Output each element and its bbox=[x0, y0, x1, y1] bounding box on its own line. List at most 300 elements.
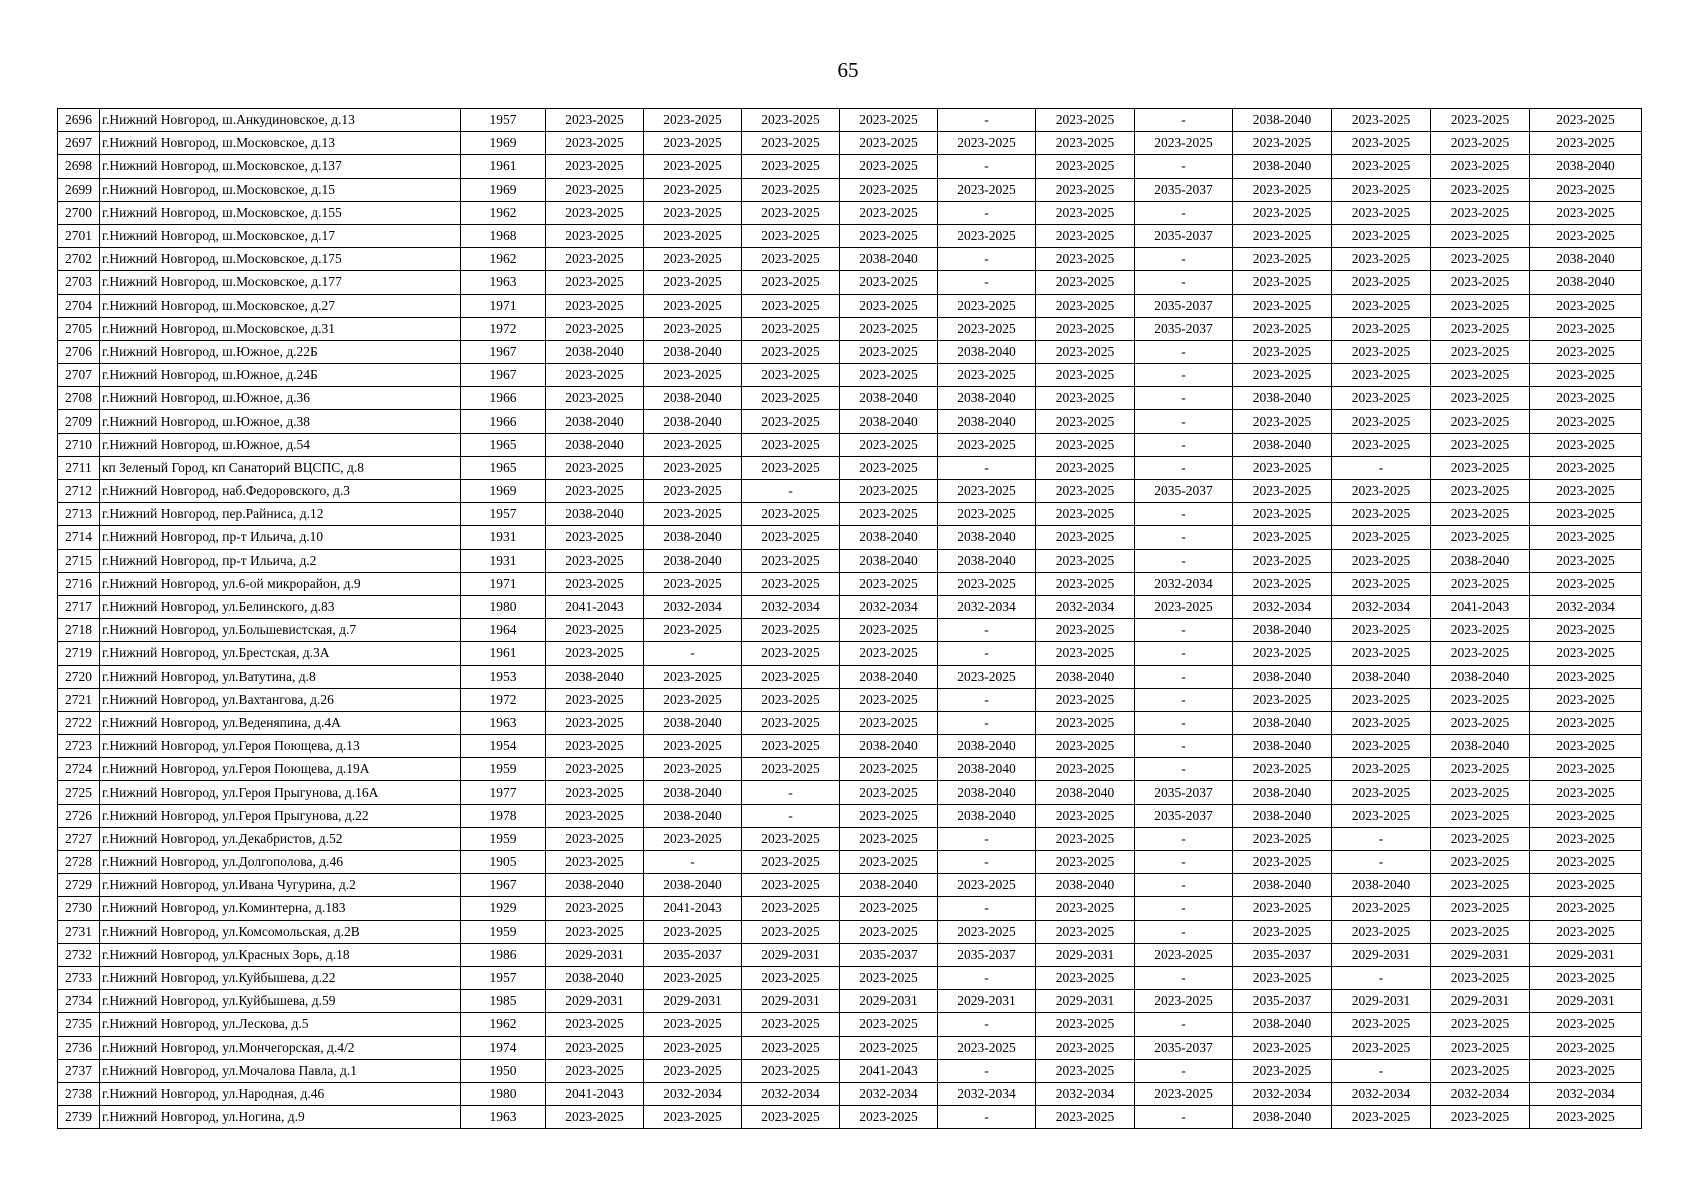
work-period-cell-2: 2023-2025 bbox=[644, 1036, 742, 1059]
work-period-cell-4: 2023-2025 bbox=[840, 804, 938, 827]
work-period-cell-9: 2023-2025 bbox=[1332, 758, 1431, 781]
work-period-cell-8: 2023-2025 bbox=[1233, 851, 1332, 874]
work-period-cell-5: 2038-2040 bbox=[938, 549, 1036, 572]
work-period-cell-11: 2023-2025 bbox=[1530, 619, 1642, 642]
work-period-cell-6: 2029-2031 bbox=[1036, 990, 1135, 1013]
work-period-cell-10: 2023-2025 bbox=[1431, 897, 1530, 920]
work-period-cell-8: 2023-2025 bbox=[1233, 920, 1332, 943]
address-cell: г.Нижний Новгород, ул.Веденяпина, д.4А bbox=[100, 711, 461, 734]
work-period-cell-2: 2023-2025 bbox=[644, 178, 742, 201]
address-cell: г.Нижний Новгород, ш.Южное, д.54 bbox=[100, 433, 461, 456]
table-row bbox=[58, 480, 1642, 503]
address-cell: г.Нижний Новгород, ш.Московское, д.177 bbox=[100, 271, 461, 294]
work-period-cell-9: 2032-2034 bbox=[1332, 595, 1431, 618]
table-row bbox=[58, 364, 1642, 387]
work-period-cell-4: 2029-2031 bbox=[840, 990, 938, 1013]
work-period-cell-8: 2023-2025 bbox=[1233, 178, 1332, 201]
work-period-cell-11: 2023-2025 bbox=[1530, 781, 1642, 804]
work-period-cell-9: 2023-2025 bbox=[1332, 109, 1431, 132]
work-period-cell-4: 2038-2040 bbox=[840, 665, 938, 688]
work-period-cell-2: 2023-2025 bbox=[644, 109, 742, 132]
address-cell: г.Нижний Новгород, ул.Комсомольская, д.2В bbox=[100, 920, 461, 943]
work-period-cell-3: - bbox=[742, 804, 840, 827]
work-period-cell-2: 2023-2025 bbox=[644, 456, 742, 479]
work-period-cell-6: 2023-2025 bbox=[1036, 549, 1135, 572]
work-period-cell-4: 2023-2025 bbox=[840, 781, 938, 804]
year-built-cell: 1972 bbox=[461, 688, 546, 711]
year-built-cell: 1980 bbox=[461, 1082, 546, 1105]
table-row bbox=[58, 294, 1642, 317]
work-period-cell-9: 2023-2025 bbox=[1332, 642, 1431, 665]
work-period-cell-1: 2023-2025 bbox=[546, 109, 644, 132]
row-number-cell: 2707 bbox=[58, 364, 100, 387]
work-period-cell-2: 2023-2025 bbox=[644, 364, 742, 387]
work-period-cell-1: 2023-2025 bbox=[546, 1106, 644, 1129]
work-period-cell-11: 2023-2025 bbox=[1530, 851, 1642, 874]
work-period-cell-10: 2023-2025 bbox=[1431, 851, 1530, 874]
work-period-cell-4: 2023-2025 bbox=[840, 224, 938, 247]
work-period-cell-1: 2023-2025 bbox=[546, 132, 644, 155]
year-built-cell: 1905 bbox=[461, 851, 546, 874]
work-period-cell-2: 2023-2025 bbox=[644, 1106, 742, 1129]
work-period-cell-4: 2038-2040 bbox=[840, 735, 938, 758]
work-period-cell-11: 2023-2025 bbox=[1530, 340, 1642, 363]
address-cell: г.Нижний Новгород, ш.Московское, д.13 bbox=[100, 132, 461, 155]
year-built-cell: 1959 bbox=[461, 758, 546, 781]
work-period-cell-1: 2023-2025 bbox=[546, 178, 644, 201]
work-period-cell-11: 2023-2025 bbox=[1530, 433, 1642, 456]
work-period-cell-10: 2023-2025 bbox=[1431, 688, 1530, 711]
work-period-cell-4: 2023-2025 bbox=[840, 1036, 938, 1059]
work-period-cell-7: - bbox=[1135, 456, 1233, 479]
work-period-cell-6: 2023-2025 bbox=[1036, 224, 1135, 247]
table-row bbox=[58, 178, 1642, 201]
work-period-cell-4: 2023-2025 bbox=[840, 851, 938, 874]
work-period-cell-7: 2023-2025 bbox=[1135, 595, 1233, 618]
row-number-cell: 2729 bbox=[58, 874, 100, 897]
table-row bbox=[58, 920, 1642, 943]
work-period-cell-5: 2023-2025 bbox=[938, 178, 1036, 201]
work-period-cell-11: 2023-2025 bbox=[1530, 711, 1642, 734]
row-number-cell: 2701 bbox=[58, 224, 100, 247]
table-row bbox=[58, 271, 1642, 294]
work-period-cell-6: 2023-2025 bbox=[1036, 827, 1135, 850]
work-period-cell-2: 2023-2025 bbox=[644, 665, 742, 688]
work-period-cell-11: 2023-2025 bbox=[1530, 1106, 1642, 1129]
table-row bbox=[58, 804, 1642, 827]
year-built-cell: 1966 bbox=[461, 410, 546, 433]
work-period-cell-3: 2023-2025 bbox=[742, 526, 840, 549]
work-period-cell-5: 2038-2040 bbox=[938, 340, 1036, 363]
work-period-cell-11: 2038-2040 bbox=[1530, 271, 1642, 294]
work-period-cell-2: 2023-2025 bbox=[644, 201, 742, 224]
work-period-cell-11: 2023-2025 bbox=[1530, 665, 1642, 688]
work-period-cell-11: 2023-2025 bbox=[1530, 804, 1642, 827]
page-number: 65 bbox=[837, 58, 859, 82]
work-period-cell-11: 2023-2025 bbox=[1530, 1059, 1642, 1082]
address-cell: г.Нижний Новгород, ул.Долгополова, д.46 bbox=[100, 851, 461, 874]
row-number-cell: 2700 bbox=[58, 201, 100, 224]
work-period-cell-3: 2023-2025 bbox=[742, 201, 840, 224]
work-period-cell-4: 2023-2025 bbox=[840, 619, 938, 642]
work-period-cell-4: 2023-2025 bbox=[840, 897, 938, 920]
table-row bbox=[58, 549, 1642, 572]
row-number-cell: 2702 bbox=[58, 248, 100, 271]
table-row bbox=[58, 155, 1642, 178]
work-period-cell-7: - bbox=[1135, 549, 1233, 572]
work-period-cell-9: - bbox=[1332, 851, 1431, 874]
work-period-cell-10: 2023-2025 bbox=[1431, 874, 1530, 897]
work-period-cell-8: 2023-2025 bbox=[1233, 1036, 1332, 1059]
work-period-cell-1: 2023-2025 bbox=[546, 758, 644, 781]
work-period-cell-8: 2038-2040 bbox=[1233, 735, 1332, 758]
work-period-cell-5: 2023-2025 bbox=[938, 132, 1036, 155]
address-cell: г.Нижний Новгород, ул.Ватутина, д.8 bbox=[100, 665, 461, 688]
address-cell: г.Нижний Новгород, ул.Героя Прыгунова, д.16А bbox=[100, 781, 461, 804]
work-period-cell-7: - bbox=[1135, 758, 1233, 781]
work-period-cell-2: 2032-2034 bbox=[644, 595, 742, 618]
work-period-cell-9: 2023-2025 bbox=[1332, 155, 1431, 178]
work-period-cell-11: 2023-2025 bbox=[1530, 224, 1642, 247]
work-period-cell-4: 2023-2025 bbox=[840, 572, 938, 595]
table-row bbox=[58, 619, 1642, 642]
table-row bbox=[58, 503, 1642, 526]
year-built-cell: 1931 bbox=[461, 526, 546, 549]
work-period-cell-3: 2023-2025 bbox=[742, 1059, 840, 1082]
work-period-cell-11: 2023-2025 bbox=[1530, 758, 1642, 781]
year-built-cell: 1963 bbox=[461, 1106, 546, 1129]
work-period-cell-1: 2029-2031 bbox=[546, 990, 644, 1013]
work-period-cell-8: 2023-2025 bbox=[1233, 827, 1332, 850]
work-period-cell-11: 2023-2025 bbox=[1530, 294, 1642, 317]
work-period-cell-4: 2023-2025 bbox=[840, 966, 938, 989]
address-cell: г.Нижний Новгород, ул.Народная, д.46 bbox=[100, 1082, 461, 1105]
work-period-cell-4: 2041-2043 bbox=[840, 1059, 938, 1082]
work-period-cell-8: 2023-2025 bbox=[1233, 340, 1332, 363]
work-period-cell-1: 2038-2040 bbox=[546, 966, 644, 989]
work-period-cell-11: 2023-2025 bbox=[1530, 897, 1642, 920]
work-period-cell-6: 2032-2034 bbox=[1036, 1082, 1135, 1105]
work-period-cell-6: 2023-2025 bbox=[1036, 433, 1135, 456]
table-row bbox=[58, 340, 1642, 363]
year-built-cell: 1964 bbox=[461, 619, 546, 642]
work-period-cell-2: - bbox=[644, 851, 742, 874]
table-row bbox=[58, 665, 1642, 688]
work-period-cell-3: 2023-2025 bbox=[742, 503, 840, 526]
work-period-cell-6: 2038-2040 bbox=[1036, 874, 1135, 897]
row-number-cell: 2706 bbox=[58, 340, 100, 363]
work-period-cell-8: 2023-2025 bbox=[1233, 294, 1332, 317]
table-row bbox=[58, 735, 1642, 758]
work-period-cell-7: 2035-2037 bbox=[1135, 480, 1233, 503]
work-period-cell-4: 2023-2025 bbox=[840, 178, 938, 201]
work-period-cell-10: 2023-2025 bbox=[1431, 317, 1530, 340]
work-period-cell-2: 2023-2025 bbox=[644, 758, 742, 781]
work-period-cell-2: 2038-2040 bbox=[644, 387, 742, 410]
table-row bbox=[58, 1106, 1642, 1129]
work-period-cell-5: - bbox=[938, 619, 1036, 642]
work-period-cell-9: 2023-2025 bbox=[1332, 549, 1431, 572]
address-cell: г.Нижний Новгород, ул.Героя Прыгунова, д.22 bbox=[100, 804, 461, 827]
work-period-cell-5: 2023-2025 bbox=[938, 665, 1036, 688]
work-period-cell-3: 2023-2025 bbox=[742, 549, 840, 572]
work-period-cell-7: - bbox=[1135, 642, 1233, 665]
work-period-cell-8: 2023-2025 bbox=[1233, 526, 1332, 549]
address-cell: г.Нижний Новгород, ш.Анкудиновское, д.13 bbox=[100, 109, 461, 132]
row-number-cell: 2725 bbox=[58, 781, 100, 804]
work-period-cell-1: 2038-2040 bbox=[546, 433, 644, 456]
row-number-cell: 2728 bbox=[58, 851, 100, 874]
work-period-cell-4: 2023-2025 bbox=[840, 201, 938, 224]
row-number-cell: 2718 bbox=[58, 619, 100, 642]
work-period-cell-8: 2023-2025 bbox=[1233, 480, 1332, 503]
work-period-cell-7: - bbox=[1135, 248, 1233, 271]
address-cell: г.Нижний Новгород, ш.Южное, д.36 bbox=[100, 387, 461, 410]
work-period-cell-6: 2023-2025 bbox=[1036, 132, 1135, 155]
work-period-cell-10: 2023-2025 bbox=[1431, 920, 1530, 943]
work-period-cell-11: 2023-2025 bbox=[1530, 827, 1642, 850]
work-period-cell-9: 2023-2025 bbox=[1332, 526, 1431, 549]
work-period-cell-1: 2023-2025 bbox=[546, 155, 644, 178]
work-period-cell-1: 2023-2025 bbox=[546, 572, 644, 595]
work-period-cell-5: 2023-2025 bbox=[938, 503, 1036, 526]
work-period-cell-3: 2023-2025 bbox=[742, 456, 840, 479]
row-number-cell: 2708 bbox=[58, 387, 100, 410]
work-period-cell-5: - bbox=[938, 851, 1036, 874]
work-period-cell-8: 2035-2037 bbox=[1233, 990, 1332, 1013]
year-built-cell: 1965 bbox=[461, 456, 546, 479]
work-period-cell-1: 2041-2043 bbox=[546, 595, 644, 618]
work-period-cell-5: 2038-2040 bbox=[938, 781, 1036, 804]
work-period-cell-10: 2023-2025 bbox=[1431, 1013, 1530, 1036]
work-period-cell-2: 2023-2025 bbox=[644, 317, 742, 340]
work-period-cell-6: 2023-2025 bbox=[1036, 340, 1135, 363]
work-period-cell-10: 2023-2025 bbox=[1431, 619, 1530, 642]
table-row bbox=[58, 109, 1642, 132]
work-period-cell-10: 2023-2025 bbox=[1431, 433, 1530, 456]
year-built-cell: 1967 bbox=[461, 340, 546, 363]
row-number-cell: 2713 bbox=[58, 503, 100, 526]
row-number-cell: 2715 bbox=[58, 549, 100, 572]
row-number-cell: 2730 bbox=[58, 897, 100, 920]
work-period-cell-9: 2023-2025 bbox=[1332, 248, 1431, 271]
work-period-cell-6: 2023-2025 bbox=[1036, 526, 1135, 549]
row-number-cell: 2705 bbox=[58, 317, 100, 340]
work-period-cell-11: 2038-2040 bbox=[1530, 155, 1642, 178]
address-cell: г.Нижний Новгород, ул.Ивана Чугурина, д.2 bbox=[100, 874, 461, 897]
work-period-cell-5: 2038-2040 bbox=[938, 758, 1036, 781]
work-period-cell-2: 2023-2025 bbox=[644, 619, 742, 642]
year-built-cell: 1971 bbox=[461, 294, 546, 317]
table-row bbox=[58, 433, 1642, 456]
address-cell: г.Нижний Новгород, ш.Московское, д.17 bbox=[100, 224, 461, 247]
work-period-cell-8: 2038-2040 bbox=[1233, 619, 1332, 642]
work-period-cell-2: 2038-2040 bbox=[644, 874, 742, 897]
table-row bbox=[58, 966, 1642, 989]
work-period-cell-2: 2023-2025 bbox=[644, 1013, 742, 1036]
address-cell: г.Нижний Новгород, ул.Лескова, д.5 bbox=[100, 1013, 461, 1036]
work-period-cell-2: 2023-2025 bbox=[644, 827, 742, 850]
work-period-cell-7: 2035-2037 bbox=[1135, 804, 1233, 827]
work-period-cell-7: 2032-2034 bbox=[1135, 572, 1233, 595]
work-period-cell-2: 2023-2025 bbox=[644, 920, 742, 943]
work-period-cell-2: 2023-2025 bbox=[644, 735, 742, 758]
address-cell: г.Нижний Новгород, ш.Южное, д.38 bbox=[100, 410, 461, 433]
work-period-cell-10: 2038-2040 bbox=[1431, 665, 1530, 688]
work-period-cell-7: - bbox=[1135, 410, 1233, 433]
work-period-cell-2: 2038-2040 bbox=[644, 410, 742, 433]
work-period-cell-5: 2035-2037 bbox=[938, 943, 1036, 966]
work-period-cell-7: - bbox=[1135, 201, 1233, 224]
work-period-cell-7: - bbox=[1135, 665, 1233, 688]
work-period-cell-7: - bbox=[1135, 897, 1233, 920]
work-period-cell-10: 2029-2031 bbox=[1431, 990, 1530, 1013]
row-number-cell: 2699 bbox=[58, 178, 100, 201]
work-period-cell-7: - bbox=[1135, 503, 1233, 526]
work-period-cell-7: - bbox=[1135, 109, 1233, 132]
work-period-cell-6: 2023-2025 bbox=[1036, 109, 1135, 132]
work-period-cell-4: 2023-2025 bbox=[840, 456, 938, 479]
work-period-cell-7: - bbox=[1135, 711, 1233, 734]
work-period-cell-1: 2041-2043 bbox=[546, 1082, 644, 1105]
table-row bbox=[58, 943, 1642, 966]
work-period-cell-2: 2038-2040 bbox=[644, 804, 742, 827]
work-period-cell-7: - bbox=[1135, 688, 1233, 711]
work-period-cell-8: 2023-2025 bbox=[1233, 317, 1332, 340]
work-period-cell-4: 2023-2025 bbox=[840, 1106, 938, 1129]
work-period-cell-5: 2023-2025 bbox=[938, 317, 1036, 340]
work-period-cell-7: - bbox=[1135, 1013, 1233, 1036]
row-number-cell: 2734 bbox=[58, 990, 100, 1013]
year-built-cell: 1974 bbox=[461, 1036, 546, 1059]
work-period-cell-8: 2023-2025 bbox=[1233, 248, 1332, 271]
year-built-cell: 1978 bbox=[461, 804, 546, 827]
work-period-cell-11: 2023-2025 bbox=[1530, 874, 1642, 897]
work-period-cell-2: - bbox=[644, 642, 742, 665]
work-period-cell-5: - bbox=[938, 642, 1036, 665]
work-period-cell-10: 2023-2025 bbox=[1431, 364, 1530, 387]
work-period-cell-3: 2023-2025 bbox=[742, 665, 840, 688]
address-cell: г.Нижний Новгород, ул.Куйбышева, д.59 bbox=[100, 990, 461, 1013]
work-period-cell-3: 2023-2025 bbox=[742, 364, 840, 387]
work-period-cell-11: 2023-2025 bbox=[1530, 132, 1642, 155]
work-period-cell-10: 2023-2025 bbox=[1431, 804, 1530, 827]
work-period-cell-1: 2023-2025 bbox=[546, 1013, 644, 1036]
work-period-cell-6: 2023-2025 bbox=[1036, 735, 1135, 758]
work-period-cell-7: - bbox=[1135, 619, 1233, 642]
work-period-cell-8: 2023-2025 bbox=[1233, 897, 1332, 920]
table-row bbox=[58, 526, 1642, 549]
year-built-cell: 1957 bbox=[461, 503, 546, 526]
year-built-cell: 1977 bbox=[461, 781, 546, 804]
work-period-cell-10: 2023-2025 bbox=[1431, 480, 1530, 503]
work-period-cell-3: 2023-2025 bbox=[742, 572, 840, 595]
work-period-cell-3: 2023-2025 bbox=[742, 827, 840, 850]
work-period-cell-11: 2023-2025 bbox=[1530, 572, 1642, 595]
work-period-cell-3: 2023-2025 bbox=[742, 1013, 840, 1036]
work-period-cell-10: 2023-2025 bbox=[1431, 572, 1530, 595]
work-period-cell-4: 2023-2025 bbox=[840, 294, 938, 317]
work-period-cell-1: 2023-2025 bbox=[546, 224, 644, 247]
row-number-cell: 2719 bbox=[58, 642, 100, 665]
work-period-cell-1: 2038-2040 bbox=[546, 340, 644, 363]
work-period-cell-5: 2023-2025 bbox=[938, 572, 1036, 595]
work-period-cell-11: 2023-2025 bbox=[1530, 966, 1642, 989]
work-period-cell-10: 2023-2025 bbox=[1431, 201, 1530, 224]
work-period-cell-1: 2023-2025 bbox=[546, 781, 644, 804]
work-period-cell-5: - bbox=[938, 827, 1036, 850]
work-period-cell-5: 2023-2025 bbox=[938, 224, 1036, 247]
address-cell: г.Нижний Новгород, ш.Московское, д.137 bbox=[100, 155, 461, 178]
row-number-cell: 2726 bbox=[58, 804, 100, 827]
work-period-cell-9: 2023-2025 bbox=[1332, 132, 1431, 155]
work-period-cell-9: - bbox=[1332, 827, 1431, 850]
work-period-cell-1: 2023-2025 bbox=[546, 294, 644, 317]
work-period-cell-6: 2023-2025 bbox=[1036, 1036, 1135, 1059]
work-period-cell-6: 2023-2025 bbox=[1036, 317, 1135, 340]
work-period-cell-11: 2023-2025 bbox=[1530, 688, 1642, 711]
work-period-cell-10: 2023-2025 bbox=[1431, 781, 1530, 804]
work-period-cell-9: 2023-2025 bbox=[1332, 1036, 1431, 1059]
work-period-cell-1: 2023-2025 bbox=[546, 456, 644, 479]
work-period-cell-2: 2023-2025 bbox=[644, 480, 742, 503]
row-number-cell: 2731 bbox=[58, 920, 100, 943]
work-period-cell-3: 2023-2025 bbox=[742, 711, 840, 734]
work-period-cell-11: 2023-2025 bbox=[1530, 317, 1642, 340]
work-period-cell-11: 2029-2031 bbox=[1530, 990, 1642, 1013]
work-period-cell-5: - bbox=[938, 711, 1036, 734]
table-row bbox=[58, 851, 1642, 874]
work-period-cell-9: - bbox=[1332, 456, 1431, 479]
work-period-cell-4: 2038-2040 bbox=[840, 387, 938, 410]
work-period-cell-8: 2023-2025 bbox=[1233, 132, 1332, 155]
address-cell: г.Нижний Новгород, ул.Героя Поющева, д.13 bbox=[100, 735, 461, 758]
work-period-cell-10: 2038-2040 bbox=[1431, 735, 1530, 758]
work-period-cell-4: 2023-2025 bbox=[840, 688, 938, 711]
work-period-cell-1: 2023-2025 bbox=[546, 642, 644, 665]
table-row bbox=[58, 874, 1642, 897]
year-built-cell: 1967 bbox=[461, 364, 546, 387]
table-row bbox=[58, 572, 1642, 595]
work-period-cell-7: - bbox=[1135, 271, 1233, 294]
work-period-cell-3: 2023-2025 bbox=[742, 317, 840, 340]
row-number-cell: 2720 bbox=[58, 665, 100, 688]
work-period-cell-6: 2023-2025 bbox=[1036, 897, 1135, 920]
work-period-cell-8: 2023-2025 bbox=[1233, 572, 1332, 595]
work-period-cell-10: 2023-2025 bbox=[1431, 711, 1530, 734]
work-period-cell-10: 2023-2025 bbox=[1431, 1059, 1530, 1082]
work-period-cell-11: 2023-2025 bbox=[1530, 920, 1642, 943]
work-period-cell-9: 2023-2025 bbox=[1332, 271, 1431, 294]
table-body bbox=[58, 109, 1642, 1129]
work-period-cell-9: 2023-2025 bbox=[1332, 480, 1431, 503]
work-period-cell-1: 2023-2025 bbox=[546, 1059, 644, 1082]
work-period-cell-8: 2023-2025 bbox=[1233, 456, 1332, 479]
work-period-cell-1: 2023-2025 bbox=[546, 1036, 644, 1059]
row-number-cell: 2716 bbox=[58, 572, 100, 595]
address-cell: г.Нижний Новгород, ул.Мочалова Павла, д.1 bbox=[100, 1059, 461, 1082]
work-period-cell-11: 2032-2034 bbox=[1530, 1082, 1642, 1105]
work-period-cell-2: 2023-2025 bbox=[644, 503, 742, 526]
table-row bbox=[58, 595, 1642, 618]
row-number-cell: 2697 bbox=[58, 132, 100, 155]
work-period-cell-2: 2023-2025 bbox=[644, 1059, 742, 1082]
housing-repair-schedule-table bbox=[57, 108, 1642, 1129]
row-number-cell: 2722 bbox=[58, 711, 100, 734]
work-period-cell-7: 2035-2037 bbox=[1135, 781, 1233, 804]
work-period-cell-8: 2038-2040 bbox=[1233, 874, 1332, 897]
work-period-cell-8: 2038-2040 bbox=[1233, 433, 1332, 456]
